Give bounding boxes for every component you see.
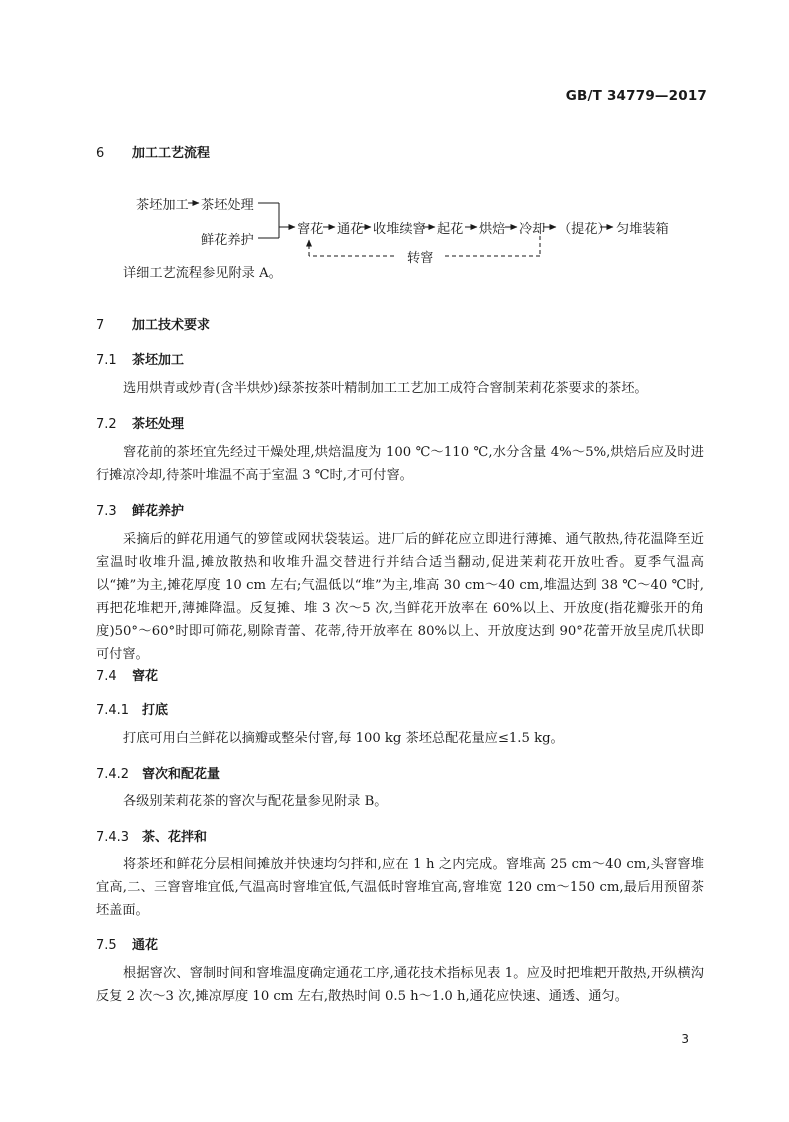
flow-step-piling: 收堆续窨	[373, 222, 426, 237]
flow-tea-base-treatment: 茶坯处理	[201, 198, 254, 213]
page-number: 3	[681, 1032, 689, 1046]
flow-step-cooling: 冷却	[519, 222, 546, 237]
section-7-3-heading	[96, 500, 184, 519]
section-7-1-text: 选用烘青或炒青(含半烘炒)绿茶按茶叶精制加工工艺加工成符合窨制茉莉花茶要求的茶坯。	[123, 381, 648, 396]
section-title: 茶坯处理	[132, 417, 185, 432]
section-7-5-heading	[96, 934, 158, 953]
section-7-4-2-text: 各级别茉莉花茶的窨次与配花量参见附录 B。	[123, 794, 388, 809]
section-7-4-3-text: 将茶坯和鲜花分层相间摊放并快速均匀拌和,应在 1 h 之内完成。窨堆高 25 cm～40 cm,头窨窨堆宜高,二、三窨窨堆宜低,气温高时窨堆宜低,气温低时窨堆宜高,窨堆宽 120 cm～150 cm,最后用预留茶坯盖面。	[96, 857, 704, 918]
section-title: 加工技术要求	[132, 318, 211, 333]
section-title: 打底	[142, 703, 169, 718]
flow-step-scenting: 窨花	[297, 222, 324, 237]
section-number: 7.1	[96, 353, 117, 368]
section-number: 7.4.3	[96, 830, 130, 845]
section-7-4-3-heading	[96, 826, 207, 845]
flow-step-sieving: 起花	[437, 222, 464, 237]
section-7-4-1-text: 打底可用白兰鲜花以摘瓣或整朵付窨,每 100 kg 茶坯总配花量应≤1.5 kg。	[123, 731, 564, 746]
flow-input-fresh-flower: 鲜花养护	[201, 233, 254, 248]
section-number: 7.4	[96, 669, 117, 684]
section-7-heading	[96, 314, 210, 333]
section-title: 窨次和配花量	[142, 767, 221, 782]
flow-step-refreshing: （提花）	[558, 222, 611, 237]
flow-input-tea-base: 茶坯加工	[136, 198, 189, 213]
section-number: 7.5	[96, 938, 117, 953]
section-number: 7.2	[96, 417, 117, 432]
flow-connectors	[0, 0, 789, 290]
section-title: 茶、花拌和	[142, 830, 208, 845]
section-7-3-text: 采摘后的鲜花用通气的箩筐或网状袋装运。进厂后的鲜花应立即进行薄摊、通气散热,待花温降至近室温时收堆升温,摊放散热和收堆升温交替进行并结合适当翻动,促进茉莉花开放吐香。夏季气温高以“摊”为主,摊花厚度 10 cm 左右;气温低以“堆”为主,堆高 30 cm～40 cm,堆温达到 38 ℃～40 ℃时,再把花堆耙开,薄摊降温。反复摊、堆 3 次～5 次,当鲜花开放率在 60%以上、开放度(指花瓣张开的角度)50°～60°时即可筛花,剔除青蕾、花蒂,待开放率在 80%以上、开放度达到 90°花蕾开放呈虎爪状即可付窨。	[96, 532, 704, 662]
section-title: 通花	[132, 938, 159, 953]
flow-step-blending-packing: 匀堆装箱	[616, 222, 669, 237]
section-title: 加工工艺流程	[132, 146, 211, 161]
flow-loop-label: 转窨	[407, 251, 434, 266]
section-title: 茶坯加工	[132, 353, 185, 368]
section-number: 7.4.2	[96, 767, 130, 782]
section-7-4-heading	[96, 665, 158, 684]
flow-step-baking: 烘焙	[479, 222, 506, 237]
section-number: 7.4.1	[96, 703, 130, 718]
flow-step-ventilation: 通花	[337, 222, 364, 237]
section-7-4-1-heading	[96, 699, 168, 718]
section-7-1-heading	[96, 349, 184, 368]
section-7-2-text: 窨花前的茶坯宜先经过干燥处理,烘焙温度为 100 ℃～110 ℃,水分含量 4%～5%,烘焙后应及时进行摊凉冷却,待茶叶堆温不高于室温 3 ℃时,才可付窨。	[96, 445, 704, 483]
section-number: 6	[96, 146, 105, 161]
section-6-note: 详细工艺流程参见附录 A。	[123, 266, 282, 281]
section-title: 窨花	[132, 669, 159, 684]
standard-code: GB/T 34779—2017	[565, 88, 707, 104]
section-number: 7	[96, 318, 105, 333]
section-title: 鲜花养护	[132, 504, 185, 519]
section-7-2-heading	[96, 413, 184, 432]
section-7-5-text: 根据窨次、窨制时间和窨堆温度确定通花工序,通花技术指标见表 1。应及时把堆耙开散热,开纵横沟反复 2 次～3 次,摊凉厚度 10 cm 左右,散热时间 0.5 h～1.0 h,通花应快速、通透、通匀。	[96, 966, 704, 1004]
section-7-4-2-heading	[96, 763, 220, 782]
section-number: 7.3	[96, 504, 117, 519]
